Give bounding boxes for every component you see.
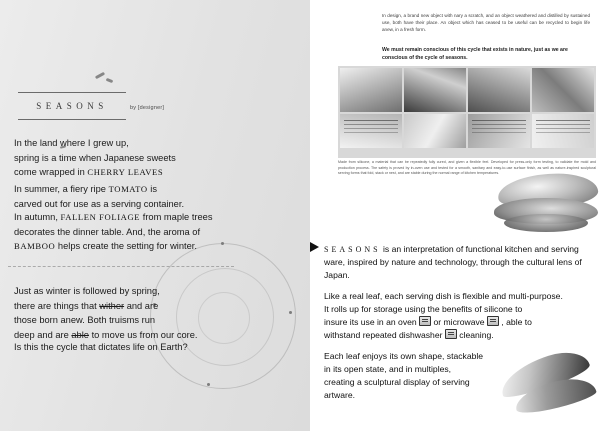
pointer-arrow-icon [310,242,319,252]
poem-strikethrough-wither: wither [99,300,125,311]
poem-line: In the land where I grew up, [14,138,129,148]
oven-icon [419,316,431,326]
poem-line: and are [126,300,159,311]
feature-line: , able to [501,317,532,327]
feature-line: insure its use in an oven [324,317,417,327]
poem-stanza-cycle [14,284,256,342]
concept-paragraph [324,243,586,282]
feature-line: cleaning. [459,330,494,340]
poem-stanza-summer [14,182,256,211]
poem-stanza-autumn [14,210,256,254]
poem-line: there are things that [14,300,97,311]
seasons-wordmark-inline: SEASONS [324,245,381,254]
concept-text: is an interpretation of functional kitchen and serving ware, inspired by nature and technology, through the cultural lens of Japan. [324,244,582,280]
feature-line: It rolls up for storage using the benefits of silicone to [324,304,523,314]
poem-highlight-bamboo: BAMBOO [14,241,56,251]
dishwasher-icon [445,329,457,339]
poem-stanza-spring [14,136,256,180]
poem-line: carved out for use as a serving container. [14,198,185,209]
poem-line: decorates the dinner table. And, the aroma of [14,226,201,237]
process-photo [468,114,530,148]
decorative-dot [207,383,210,386]
decorative-dot [289,311,292,314]
intro-statement: We must remain conscious of this cycle that exists in nature, just as we are conscious of the cycle of seasons. [382,47,568,61]
poem-line: from maple trees [142,212,213,222]
logo-byline: by [designer] [130,105,165,111]
feature-line: or microwave [433,317,485,327]
feature-line: withstand repeated dishwasher [324,330,443,340]
poem-highlight-cherry-leaves: CHERRY LEAVES [87,167,164,177]
poem-line: deep and are [14,329,69,340]
seasons-logo [18,92,126,120]
poem-line: In autumn, [14,212,58,222]
right-panel [310,0,600,431]
process-photo [404,68,466,112]
process-photo-grid [338,66,596,158]
poem-line: to move us from our core. [91,329,198,340]
poem-line: come wrapped in [14,167,85,177]
logo-wordmark: SEASONS [36,101,108,111]
features-paragraph [324,290,586,342]
microwave-icon [487,316,499,326]
process-photo [532,114,594,148]
poem-line: Just as winter is followed by spring, [14,286,160,296]
process-caption: Made from silicone, a material that can be repeatedly fully cured, and given a flexible feel. Developed for press-only form testing, to validate the mold and production process. The safety is proved by in-oven use and tested for a smooth, sanitary and easy-to-use surface finish, as well as nature-inspired sculptural serving forms that fold, stack or nest, and are stable during the normal range of kitchen temperatures. [338,160,596,175]
process-photo [468,68,530,112]
process-photo [340,114,402,148]
sketch-lines [344,120,398,121]
bowl-bottom [504,214,588,232]
sketch-lines [536,120,590,121]
process-photo [532,68,594,112]
poem-line: is [150,184,157,194]
leaf-dish-photo [498,352,600,418]
poem-line: spring is a time when Japanese sweets [14,152,176,163]
intro-paragraph: In design, a brand new object with nary a scratch, and an object weathered and distilled by sustained use, both have their place. An object which has ceased to be useful can be recycled to begin life anew, in a fresh form. [382,13,590,32]
poem-line: those born anew. Both truisms run [14,315,156,325]
poem-line: In summer, a fiery ripe [14,184,106,194]
poem-highlight-fallen-foliage: FALLEN FOLIAGE [60,212,141,222]
feature-line: Like a real leaf, each serving dish is flexible and multi-purpose. [324,291,563,301]
sketch-lines [472,120,526,121]
stacked-bowls-photo [492,172,600,240]
poem-strikethrough-able: able [71,329,89,340]
process-photo [404,114,466,148]
process-photo [340,68,402,112]
stacking-paragraph: Each leaf enjoys its own shape, stackable in its open state, and in multiples, creating a sculptural display of serving artware. [324,351,484,400]
poem-question: Is this the cycle that dictates life on Earth? [14,342,188,352]
poem-line: helps create the setting for winter. [57,241,197,251]
section-divider [8,266,234,267]
poem-highlight-tomato: TOMATO [108,184,148,194]
